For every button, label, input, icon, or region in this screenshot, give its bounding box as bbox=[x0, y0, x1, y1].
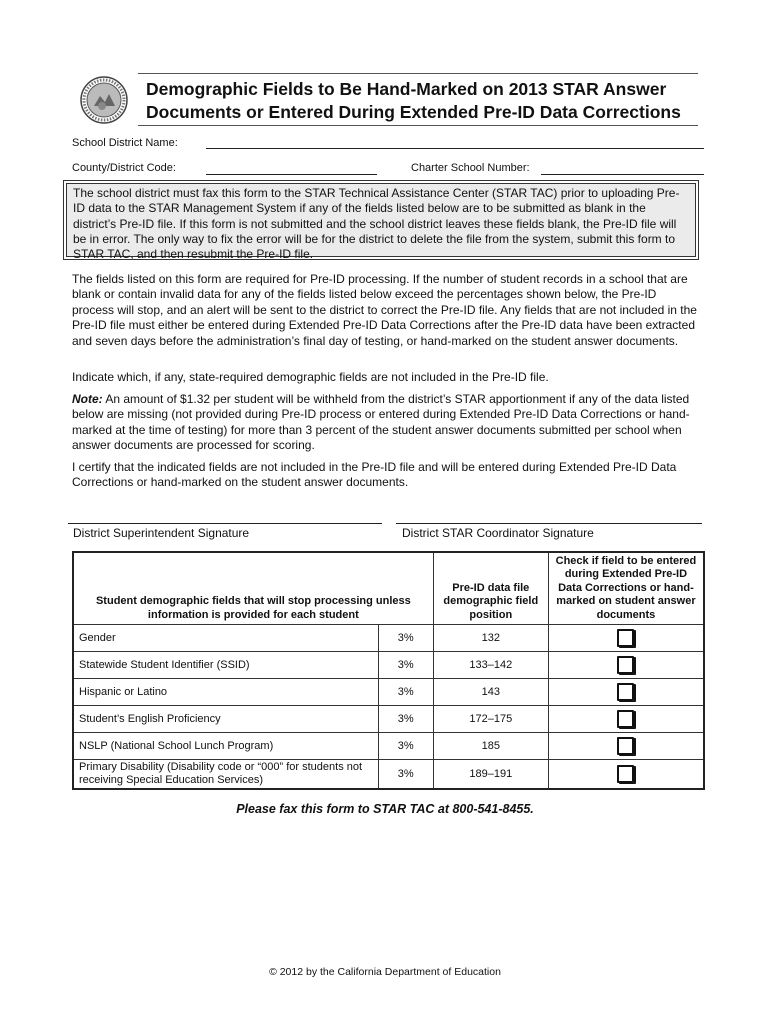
field-position: 172–175 bbox=[433, 706, 548, 733]
table-row bbox=[73, 760, 704, 790]
field-check-cell bbox=[548, 652, 704, 679]
fax-instruction: Please fax this form to STAR TAC at 800-541-8455. bbox=[236, 802, 534, 816]
demographic-fields-table bbox=[72, 551, 705, 790]
field-threshold: 3% bbox=[378, 760, 433, 790]
superintendent-signature-label: District Superintendent Signature bbox=[73, 526, 250, 540]
field-name: Hispanic or Latino bbox=[73, 679, 378, 706]
field-position: 143 bbox=[433, 679, 548, 706]
field-check-cell bbox=[548, 760, 704, 790]
table-row bbox=[73, 625, 704, 652]
coordinator-signature-line[interactable] bbox=[396, 523, 702, 524]
table-row bbox=[73, 706, 704, 733]
field-name: Statewide Student Identifier (SSID) bbox=[73, 652, 378, 679]
gender-checkbox[interactable] bbox=[617, 629, 634, 647]
field-check-cell bbox=[548, 625, 704, 652]
county-code-field[interactable] bbox=[206, 174, 377, 175]
field-threshold: 3% bbox=[378, 679, 433, 706]
copyright-footer: © 2012 by the California Department of Education bbox=[269, 966, 501, 978]
hispanic-checkbox[interactable] bbox=[617, 683, 634, 701]
field-check-cell bbox=[548, 679, 704, 706]
indicate-paragraph: Indicate which, if any, state-required demographic fields are not included in the Pre-ID file. bbox=[72, 370, 549, 384]
title-rule-top bbox=[138, 73, 698, 74]
field-name: NSLP (National School Lunch Program) bbox=[73, 733, 378, 760]
page-title bbox=[146, 78, 681, 124]
note-paragraph bbox=[72, 392, 700, 454]
disability-checkbox[interactable] bbox=[617, 765, 634, 783]
field-threshold: 3% bbox=[378, 625, 433, 652]
field-threshold: 3% bbox=[378, 733, 433, 760]
district-name-label: School District Name: bbox=[72, 137, 178, 149]
field-name: Gender bbox=[73, 625, 378, 652]
note-label: Note: bbox=[72, 392, 103, 406]
title-line-1: Demographic Fields to Be Hand-Marked on 2013 STAR Answer bbox=[146, 79, 667, 99]
table-row bbox=[73, 733, 704, 760]
ssid-checkbox[interactable] bbox=[617, 656, 634, 674]
field-threshold: 3% bbox=[378, 706, 433, 733]
certify-paragraph: I certify that the indicated fields are not included in the Pre-ID file and will be entered during Extended Pre-ID Data Corrections or hand-marked on the student answer documents. bbox=[72, 460, 677, 490]
field-check-cell bbox=[548, 706, 704, 733]
header-field-col: Student demographic fields that will stop processing unless information is provided for each student bbox=[73, 552, 433, 625]
district-name-field[interactable] bbox=[206, 148, 704, 149]
field-position: 185 bbox=[433, 733, 548, 760]
california-state-seal-icon bbox=[80, 76, 128, 124]
charter-number-field[interactable] bbox=[541, 174, 704, 175]
instructions-paragraph: The fields listed on this form are required for Pre-ID processing. If the number of student records in a school that are blank or contain invalid data for any of the fields listed below exceed the percentages shown below, the Pre-ID process will stop, and an alert will be sent to the district to correct the Pre-ID file. Any fields that are not included in the Pre-ID file must either be entered during Extended Pre-ID Data Corrections after the Pre-ID data have been extracted and seven days before the administration’s final day of testing, or hand-marked on the student answer documents. bbox=[72, 272, 697, 348]
note-text: An amount of $1.32 per student will be withheld from the district’s STAR apportionment if any of the data listed below are missing (not provided during Pre-ID process or entered during Extended Pre-ID Data Corrections or hand-marked at the time of testing) for more than 3 percent of the student answer documents submitted per school when answer documents are processed for scoring. bbox=[72, 392, 690, 453]
notice-box: The school district must fax this form to the STAR Technical Assistance Center (STAR TAC) prior to uploading Pre-ID data to the STAR Management System if any of the fields listed below are to be submitted as blank in the district’s Pre-ID file. If this form is not submitted and the school district leaves these fields blank, the Pre-ID file will be in error. The only way to fix the error will be for the district to delete the file from the system, submit this form to STAR TAC, and then resubmit the Pre-ID file. bbox=[66, 183, 696, 257]
table-row bbox=[73, 652, 704, 679]
title-rule-bottom bbox=[138, 125, 698, 126]
superintendent-signature-line[interactable] bbox=[68, 523, 382, 524]
field-threshold: 3% bbox=[378, 652, 433, 679]
field-name: Primary Disability (Disability code or “000” for students not receiving Special Education Services) bbox=[73, 760, 378, 790]
table-header-row bbox=[73, 552, 704, 625]
county-code-label: County/District Code: bbox=[72, 162, 176, 174]
field-position: 133–142 bbox=[433, 652, 548, 679]
title-line-2: Documents or Entered During Extended Pre-ID Data Corrections bbox=[146, 102, 681, 122]
coordinator-signature-label: District STAR Coordinator Signature bbox=[402, 526, 594, 540]
field-position: 189–191 bbox=[433, 760, 548, 790]
field-name: Student’s English Proficiency bbox=[73, 706, 378, 733]
charter-number-label: Charter School Number: bbox=[411, 162, 530, 174]
english-proficiency-checkbox[interactable] bbox=[617, 710, 634, 728]
nslp-checkbox[interactable] bbox=[617, 737, 634, 755]
table-row bbox=[73, 679, 704, 706]
field-check-cell bbox=[548, 733, 704, 760]
header-check-col: Check if field to be entered during Extended Pre-ID Data Corrections or hand-marked on student answer documents bbox=[548, 552, 704, 625]
field-position: 132 bbox=[433, 625, 548, 652]
header-position-col: Pre-ID data file demographic field position bbox=[433, 552, 548, 625]
